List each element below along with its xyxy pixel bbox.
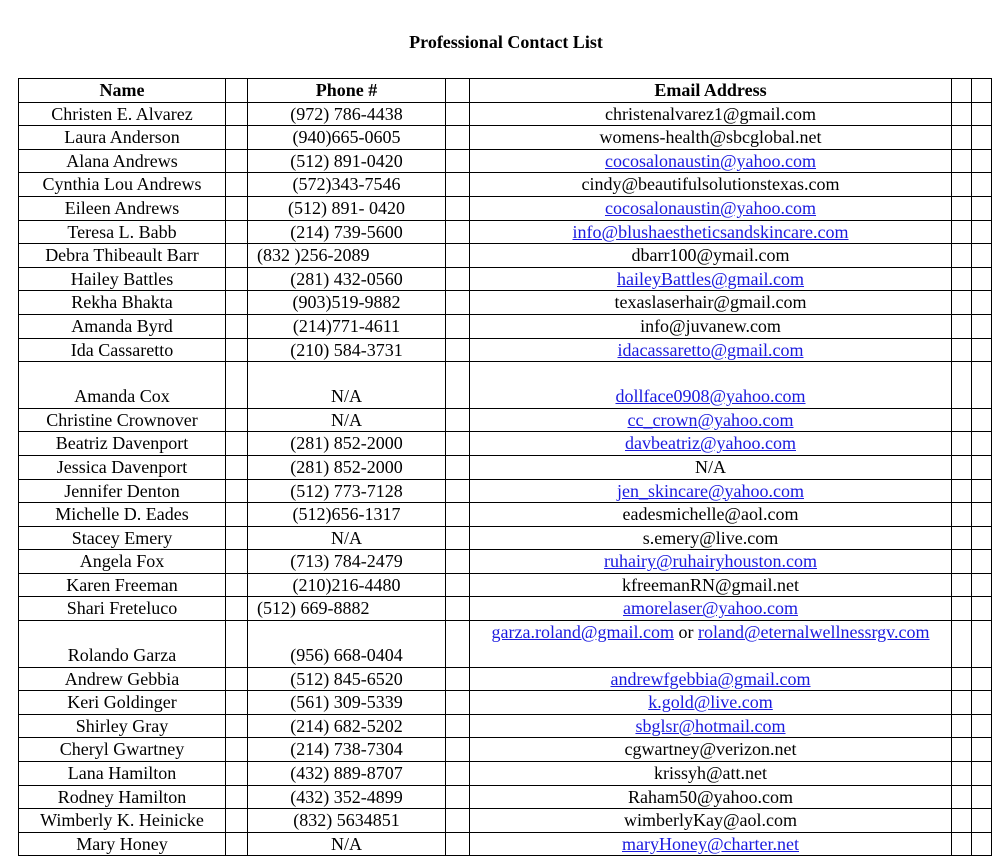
spacer-cell [972, 291, 992, 315]
contact-phone: (281) 432-0560 [248, 267, 446, 291]
spacer-cell [446, 102, 470, 126]
table-row [19, 362, 992, 409]
spacer-cell [446, 667, 470, 691]
table-row [19, 691, 992, 715]
spacer-cell [226, 809, 248, 833]
spacer-cell [952, 503, 972, 527]
spacer-cell [952, 102, 972, 126]
spacer-cell [952, 714, 972, 738]
contact-name: Shirley Gray [19, 714, 226, 738]
spacer-cell [972, 149, 992, 173]
spacer-cell [972, 126, 992, 150]
contact-phone: N/A [248, 832, 446, 856]
spacer-cell [226, 526, 248, 550]
contact-phone: (281) 852-2000 [248, 432, 446, 456]
contact-phone: (214) 682-5202 [248, 714, 446, 738]
spacer-cell [446, 126, 470, 150]
spacer-cell [952, 479, 972, 503]
table-row [19, 526, 992, 550]
contact-email-cell [470, 291, 952, 315]
spacer-cell [446, 244, 470, 268]
contact-name: Laura Anderson [19, 126, 226, 150]
contact-name: Alana Andrews [19, 149, 226, 173]
email-link[interactable]: andrewfgebbia@gmail.com [610, 668, 811, 689]
email-text: cgwartney@verizon.net [624, 739, 797, 760]
contact-email-cell [470, 762, 952, 786]
email-text: wimberlyKay@aol.com [623, 810, 798, 831]
spacer-cell [952, 362, 972, 409]
table-row [19, 809, 992, 833]
contact-phone: (512) 845-6520 [248, 667, 446, 691]
contact-name: Rolando Garza [19, 621, 226, 668]
header-phone: Phone # [248, 79, 446, 103]
contact-name: Ida Cassaretto [19, 338, 226, 362]
table-row [19, 573, 992, 597]
spacer-cell [446, 455, 470, 479]
spacer-cell [972, 432, 992, 456]
email-link[interactable]: cocosalonaustin@yahoo.com [604, 150, 817, 171]
contact-name: Cynthia Lou Andrews [19, 173, 226, 197]
email-text: s.emery@live.com [642, 527, 779, 548]
email-text: info@juvanew.com [640, 315, 781, 336]
email-link[interactable]: cc_crown@yahoo.com [627, 409, 794, 430]
spacer-cell [226, 362, 248, 409]
contact-phone: (214) 739-5600 [248, 220, 446, 244]
spacer-cell [972, 762, 992, 786]
contact-name: Michelle D. Eades [19, 503, 226, 527]
table-row [19, 314, 992, 338]
email-link[interactable]: cocosalonaustin@yahoo.com [604, 197, 817, 218]
spacer-cell [226, 102, 248, 126]
spacer-cell [446, 291, 470, 315]
email-text: christenalvarez1@gmail.com [605, 103, 816, 124]
spacer-cell [226, 738, 248, 762]
contact-phone: (281) 852-2000 [248, 455, 446, 479]
spacer-cell [952, 314, 972, 338]
contact-name: Jennifer Denton [19, 479, 226, 503]
spacer-cell [952, 455, 972, 479]
spacer-cell [446, 408, 470, 432]
spacer-cell [952, 432, 972, 456]
spacer-cell [226, 621, 248, 668]
spacer-cell [972, 526, 992, 550]
spacer-cell [952, 667, 972, 691]
spacer-cell [446, 597, 470, 621]
spacer-cell [972, 503, 992, 527]
table-row [19, 785, 992, 809]
email-link[interactable]: k.gold@live.com [648, 692, 773, 713]
spacer-cell [226, 291, 248, 315]
spacer-cell [952, 621, 972, 668]
header-row [19, 79, 992, 103]
spacer-cell [446, 762, 470, 786]
email-link[interactable]: jen_skincare@yahoo.com [616, 480, 804, 501]
contact-email-cell [470, 362, 952, 409]
spacer-cell [226, 455, 248, 479]
contact-email-cell [470, 832, 952, 856]
table-row [19, 479, 992, 503]
email-link[interactable]: davbeatriz@yahoo.com [624, 433, 796, 454]
spacer-cell [226, 550, 248, 574]
spacer-cell [446, 267, 470, 291]
email-link[interactable]: amorelaser@yahoo.com [622, 598, 798, 619]
table-body [19, 102, 992, 856]
spacer-cell [446, 479, 470, 503]
spacer-cell [226, 573, 248, 597]
spacer-cell [952, 291, 972, 315]
contact-email-cell [470, 573, 952, 597]
contact-phone: (561) 309-5339 [248, 691, 446, 715]
spacer-cell [226, 785, 248, 809]
spacer-cell [226, 432, 248, 456]
email-link[interactable]: maryHoney@charter.net [621, 833, 799, 854]
contact-phone: (940)665-0605 [248, 126, 446, 150]
table-row [19, 267, 992, 291]
spacer-cell [226, 149, 248, 173]
table-row [19, 432, 992, 456]
contact-phone: N/A [248, 408, 446, 432]
table-row [19, 762, 992, 786]
spacer-cell [952, 408, 972, 432]
email-text: Raham50@yahoo.com [627, 786, 794, 807]
spacer-cell [226, 503, 248, 527]
contact-phone: (956) 668-0404 [248, 621, 446, 668]
spacer-cell [226, 79, 248, 103]
contact-email-cell [470, 408, 952, 432]
contact-name: Cheryl Gwartney [19, 738, 226, 762]
spacer-cell [446, 314, 470, 338]
table-row [19, 667, 992, 691]
spacer-cell [972, 362, 992, 409]
table-row [19, 832, 992, 856]
spacer-cell [972, 691, 992, 715]
spacer-cell [972, 314, 992, 338]
contact-phone: (512)656-1317 [248, 503, 446, 527]
contact-phone: (713) 784-2479 [248, 550, 446, 574]
spacer-cell [952, 220, 972, 244]
spacer-cell [226, 173, 248, 197]
spacer-cell [972, 102, 992, 126]
spacer-cell [972, 267, 992, 291]
contact-email-cell [470, 738, 952, 762]
email-text: dbarr100@ymail.com [631, 245, 790, 266]
contact-email-cell [470, 667, 952, 691]
spacer-cell [952, 738, 972, 762]
contact-phone: (210)216-4480 [248, 573, 446, 597]
contact-email-cell [470, 196, 952, 220]
contact-email-cell [470, 785, 952, 809]
contact-email-cell [470, 338, 952, 362]
email-text: texaslaserhair@gmail.com [614, 292, 807, 313]
contact-name: Shari Freteluco [19, 597, 226, 621]
email-text: womens-health@sbcglobal.net [599, 127, 822, 148]
spacer-cell [226, 126, 248, 150]
contact-phone: (210) 584-3731 [248, 338, 446, 362]
spacer-cell [446, 785, 470, 809]
table-row [19, 621, 992, 668]
table-row [19, 338, 992, 362]
header-email: Email Address [470, 79, 952, 103]
email-link[interactable]: haileyBattles@gmail.com [616, 268, 805, 289]
contact-name: Amanda Cox [19, 362, 226, 409]
contact-email-cell [470, 244, 952, 268]
contact-name: Debra Thibeault Barr [19, 244, 226, 268]
spacer-cell [226, 597, 248, 621]
spacer-cell [226, 691, 248, 715]
spacer-cell [226, 408, 248, 432]
table-row [19, 102, 992, 126]
table-row [19, 173, 992, 197]
contact-name: Angela Fox [19, 550, 226, 574]
email-separator: or [674, 622, 698, 643]
table-row [19, 149, 992, 173]
contact-email-cell [470, 809, 952, 833]
contact-email-cell [470, 621, 952, 668]
spacer-cell [972, 738, 992, 762]
spacer-cell [446, 79, 470, 103]
contact-email-cell [470, 526, 952, 550]
spacer-cell [952, 550, 972, 574]
contact-phone: N/A [248, 362, 446, 409]
spacer-cell [446, 550, 470, 574]
spacer-cell [226, 762, 248, 786]
contact-name: Hailey Battles [19, 267, 226, 291]
spacer-cell [952, 785, 972, 809]
email-link[interactable]: dollface0908@yahoo.com [615, 386, 806, 407]
spacer-cell [446, 196, 470, 220]
spacer-cell [446, 621, 470, 668]
contact-name: Christine Crownover [19, 408, 226, 432]
contact-phone: (972) 786-4438 [248, 102, 446, 126]
spacer-cell [226, 479, 248, 503]
contact-email-cell [470, 173, 952, 197]
email-link[interactable]: idacassaretto@gmail.com [617, 339, 804, 360]
spacer-cell [972, 479, 992, 503]
page-title: Professional Contact List [409, 32, 603, 52]
contact-email-cell [470, 714, 952, 738]
contact-phone: (512) 669-8882 [248, 597, 446, 621]
contact-name: Rekha Bhakta [19, 291, 226, 315]
contact-email-cell [470, 597, 952, 621]
spacer-cell [952, 79, 972, 103]
contact-phone: (832) 5634851 [248, 809, 446, 833]
contact-email-cell [470, 126, 952, 150]
contact-email-cell [470, 149, 952, 173]
contact-name: Keri Goldinger [19, 691, 226, 715]
contact-phone: (572)343-7546 [248, 173, 446, 197]
email-text: kfreemanRN@gmail.net [621, 574, 800, 595]
spacer-cell [446, 173, 470, 197]
table-row [19, 126, 992, 150]
spacer-cell [226, 244, 248, 268]
contact-phone: (214)771-4611 [248, 314, 446, 338]
spacer-cell [972, 573, 992, 597]
spacer-cell [952, 126, 972, 150]
email-link[interactable]: garza.roland@gmail.com [491, 622, 674, 643]
table-row [19, 597, 992, 621]
table-row [19, 291, 992, 315]
spacer-cell [972, 667, 992, 691]
email-text: N/A [695, 456, 726, 477]
table-row [19, 503, 992, 527]
spacer-cell [972, 173, 992, 197]
contact-email-cell [470, 479, 952, 503]
contact-email-cell [470, 102, 952, 126]
contact-email-cell [470, 432, 952, 456]
table-row [19, 455, 992, 479]
spacer-cell [952, 244, 972, 268]
email-link[interactable]: roland@eternalwellnessrgv.com [698, 622, 930, 643]
spacer-cell [972, 714, 992, 738]
spacer-cell [972, 220, 992, 244]
table-row [19, 550, 992, 574]
spacer-cell [952, 526, 972, 550]
spacer-cell [446, 714, 470, 738]
contact-phone: (432) 352-4899 [248, 785, 446, 809]
contact-name: Rodney Hamilton [19, 785, 226, 809]
contact-phone: (432) 889-8707 [248, 762, 446, 786]
contact-email-cell [470, 455, 952, 479]
table-row [19, 196, 992, 220]
spacer-cell [226, 714, 248, 738]
email-text: cindy@beautifulsolutionstexas.com [581, 174, 840, 195]
spacer-cell [952, 338, 972, 362]
contact-name: Christen E. Alvarez [19, 102, 226, 126]
spacer-cell [972, 408, 992, 432]
spacer-cell [972, 597, 992, 621]
email-text: krissyh@att.net [653, 763, 768, 784]
spacer-cell [446, 526, 470, 550]
email-text: eadesmichelle@aol.com [622, 504, 799, 525]
spacer-cell [952, 196, 972, 220]
contact-email-cell [470, 550, 952, 574]
contact-phone: (512) 891-0420 [248, 149, 446, 173]
table-row [19, 220, 992, 244]
spacer-cell [972, 244, 992, 268]
contact-email-cell [470, 503, 952, 527]
spacer-cell [972, 79, 992, 103]
spacer-cell [446, 338, 470, 362]
spacer-cell [972, 455, 992, 479]
spacer-cell [952, 809, 972, 833]
spacer-cell [226, 196, 248, 220]
spacer-cell [226, 832, 248, 856]
spacer-cell [952, 597, 972, 621]
contact-name: Lana Hamilton [19, 762, 226, 786]
spacer-cell [446, 149, 470, 173]
spacer-cell [952, 691, 972, 715]
spacer-cell [446, 220, 470, 244]
contact-phone: (903)519-9882 [248, 291, 446, 315]
contact-name: Beatriz Davenport [19, 432, 226, 456]
contact-phone: (832 )256-2089 [248, 244, 446, 268]
spacer-cell [972, 196, 992, 220]
spacer-cell [952, 762, 972, 786]
contact-name: Stacey Emery [19, 526, 226, 550]
spacer-cell [226, 314, 248, 338]
contact-email-cell [470, 220, 952, 244]
spacer-cell [446, 738, 470, 762]
header-name: Name [19, 79, 226, 103]
spacer-cell [972, 338, 992, 362]
table-row [19, 244, 992, 268]
spacer-cell [446, 691, 470, 715]
table-row [19, 408, 992, 432]
spacer-cell [226, 338, 248, 362]
contact-email-cell [470, 267, 952, 291]
spacer-cell [952, 832, 972, 856]
spacer-cell [972, 809, 992, 833]
spacer-cell [446, 432, 470, 456]
contact-email-cell [470, 691, 952, 715]
table-row [19, 738, 992, 762]
spacer-cell [952, 267, 972, 291]
contact-name: Karen Freeman [19, 573, 226, 597]
spacer-cell [952, 573, 972, 597]
contact-name: Mary Honey [19, 832, 226, 856]
contact-table [18, 78, 992, 856]
contact-phone: N/A [248, 526, 446, 550]
contact-name: Jessica Davenport [19, 455, 226, 479]
spacer-cell [226, 667, 248, 691]
contact-phone: (512) 773-7128 [248, 479, 446, 503]
contact-name: Wimberly K. Heinicke [19, 809, 226, 833]
spacer-cell [446, 362, 470, 409]
spacer-cell [972, 621, 992, 668]
email-link[interactable]: ruhairy@ruhairyhouston.com [603, 551, 818, 572]
spacer-cell [952, 173, 972, 197]
contact-email-cell [470, 314, 952, 338]
spacer-cell [952, 149, 972, 173]
spacer-cell [226, 220, 248, 244]
contact-name: Teresa L. Babb [19, 220, 226, 244]
spacer-cell [446, 573, 470, 597]
spacer-cell [446, 832, 470, 856]
spacer-cell [226, 267, 248, 291]
spacer-cell [972, 785, 992, 809]
contact-name: Amanda Byrd [19, 314, 226, 338]
contact-phone: (512) 891- 0420 [248, 196, 446, 220]
contact-name: Andrew Gebbia [19, 667, 226, 691]
spacer-cell [972, 550, 992, 574]
spacer-cell [446, 809, 470, 833]
table-row [19, 714, 992, 738]
spacer-cell [972, 832, 992, 856]
contact-name: Eileen Andrews [19, 196, 226, 220]
email-link[interactable]: info@blushaestheticsandskincare.com [572, 221, 849, 242]
contact-phone: (214) 738-7304 [248, 738, 446, 762]
email-link[interactable]: sbglsr@hotmail.com [635, 715, 786, 736]
spacer-cell [446, 503, 470, 527]
